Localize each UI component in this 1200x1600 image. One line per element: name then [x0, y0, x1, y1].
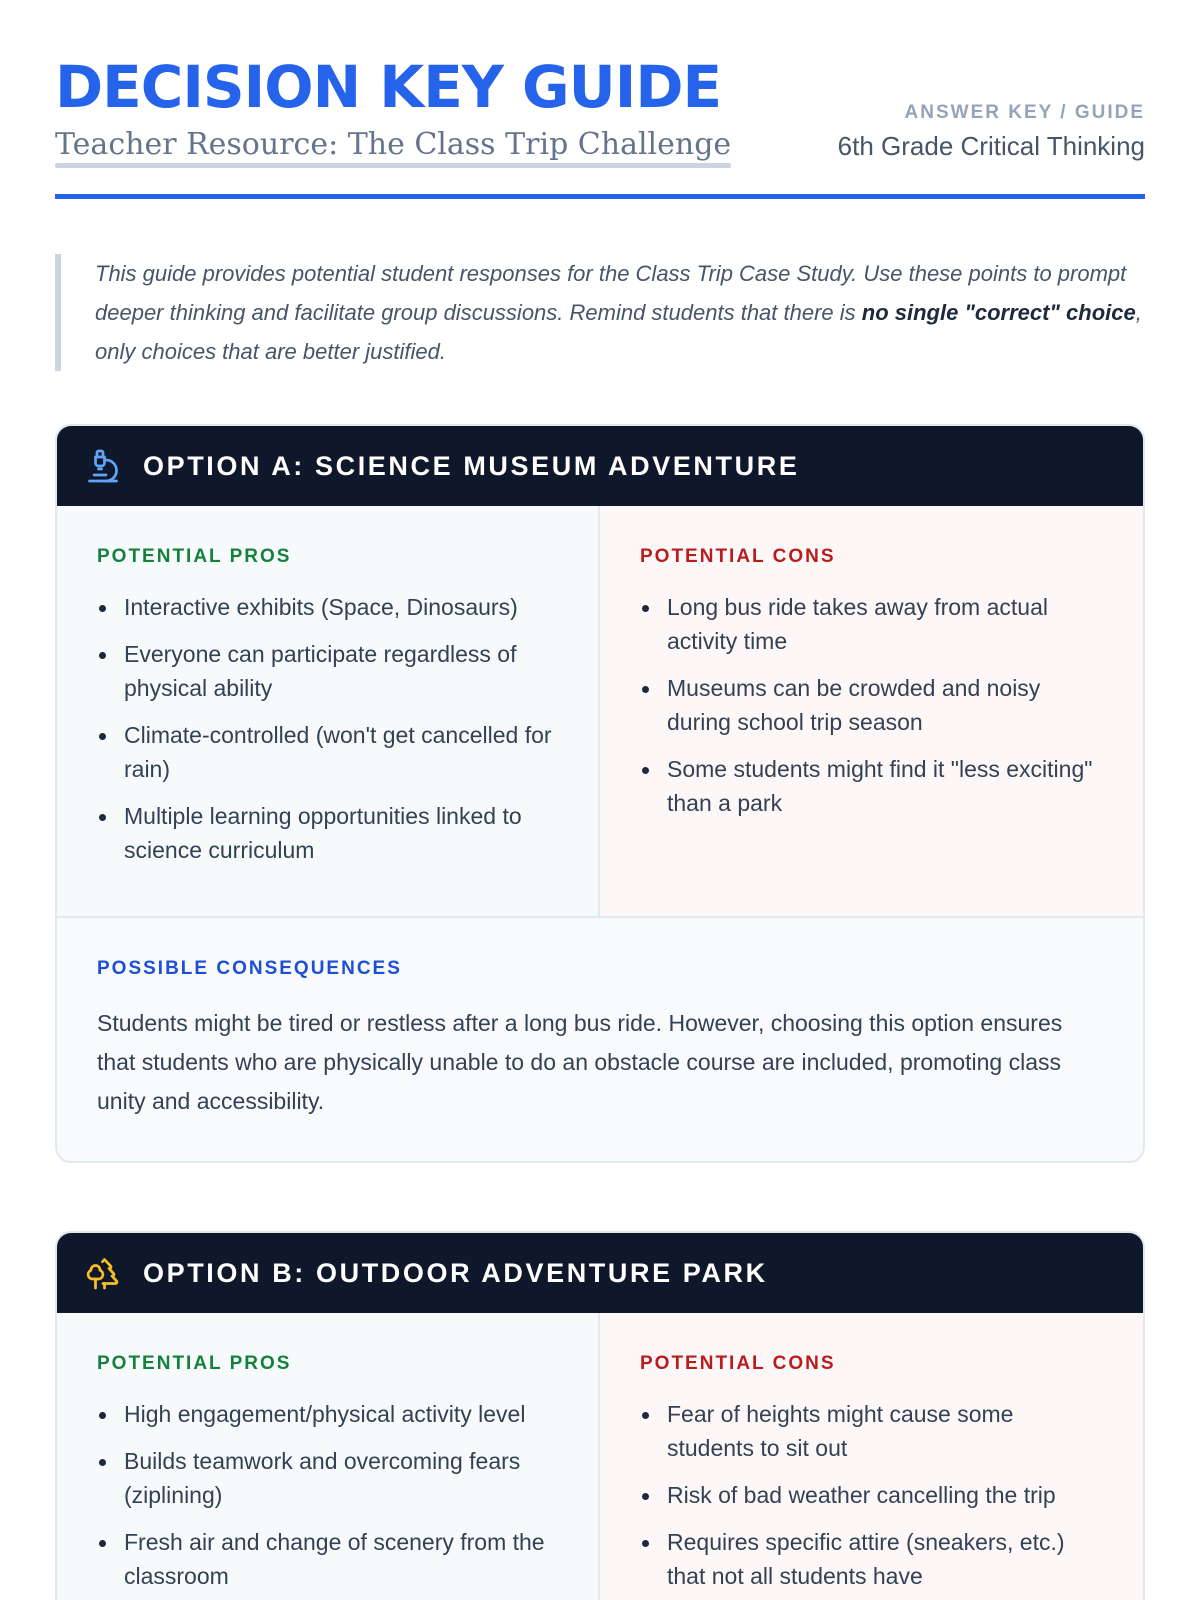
option-b-cons	[600, 1313, 1143, 1600]
cons-label: POTENTIAL CONS	[640, 546, 836, 567]
intro-text-end: , only choices that are better justified.	[95, 300, 1142, 364]
page-subtitle	[55, 126, 731, 164]
list-item: Climate-controlled (won't get cancelled for rain)	[97, 718, 558, 786]
subtitle-text: Teacher Resource: The Class Trip Challenge	[55, 127, 732, 162]
trees-icon	[85, 1255, 121, 1291]
list-item: Museums can be crowded and noisy during school trip season	[640, 671, 1103, 739]
intro-callout	[55, 254, 1145, 371]
consequences-text: Students might be tired or restless after a long bus ride. However, choosing this option ensures that students who are physically unable to do an obstacle course are included, promoting class unity and accessibility.	[97, 1010, 1063, 1114]
option-a-pros	[57, 506, 600, 916]
consequences-label: POSSIBLE CONSEQUENCES	[97, 958, 402, 979]
option-card-b	[55, 1231, 1145, 1600]
list-item: Multiple learning opportunities linked to science curriculum	[97, 799, 558, 867]
pros-label: POTENTIAL PROS	[97, 546, 292, 567]
option-a-pros-cons	[57, 506, 1143, 918]
intro-text	[95, 254, 1145, 371]
cons-label: POTENTIAL CONS	[640, 1353, 836, 1374]
list-item: Interactive exhibits (Space, Dinosaurs)	[97, 590, 558, 624]
list-item: High engagement/physical activity level	[97, 1397, 558, 1431]
option-b-title: OPTION B: OUTDOOR ADVENTURE PARK	[143, 1257, 768, 1288]
option-a-consequences	[57, 918, 1143, 1161]
intro-emphasis: no single "correct" choice	[861, 300, 1136, 325]
list-item: Risk of bad weather cancelling the trip	[640, 1478, 1103, 1512]
option-a-header	[57, 426, 1143, 506]
list-item: Requires specific attire (sneakers, etc.) that not all students have	[640, 1525, 1103, 1593]
pros-label: POTENTIAL PROS	[97, 1353, 292, 1374]
list-item: Everyone can participate regardless of physical ability	[97, 637, 558, 705]
list-item: Fresh air and change of scenery from the classroom	[97, 1525, 558, 1593]
list-item: Fear of heights might cause some students to sit out	[640, 1397, 1103, 1465]
option-card-a	[55, 424, 1145, 1163]
option-b-pros	[57, 1313, 600, 1600]
microscope-icon	[85, 448, 121, 484]
answer-key-label: ANSWER KEY / GUIDE	[904, 102, 1145, 123]
document-header	[55, 0, 1145, 200]
header-divider	[55, 194, 1145, 199]
cons-list	[640, 1397, 1103, 1593]
subtitle-underline	[55, 163, 731, 168]
pros-list	[97, 590, 558, 867]
option-b-header	[57, 1233, 1143, 1313]
intro-text-start: This guide provides potential student responses for the Class Trip Case Study. Use these points to prompt deeper thinking and facilitate group discussions. Remind students that there is	[95, 261, 1127, 325]
cons-list	[640, 590, 1103, 820]
list-item: Long bus ride takes away from actual activity time	[640, 590, 1103, 658]
grade-label: 6th Grade Critical Thinking	[837, 131, 1145, 161]
page-title: DECISION KEY GUIDE	[55, 53, 722, 121]
pros-list	[97, 1397, 558, 1593]
list-item: Builds teamwork and overcoming fears (ziplining)	[97, 1444, 558, 1512]
option-a-cons	[600, 506, 1143, 916]
header-meta	[838, 100, 1145, 166]
option-b-pros-cons	[57, 1313, 1143, 1600]
list-item: Some students might find it "less exciting" than a park	[640, 752, 1103, 820]
option-a-title: OPTION A: SCIENCE MUSEUM ADVENTURE	[143, 450, 800, 481]
